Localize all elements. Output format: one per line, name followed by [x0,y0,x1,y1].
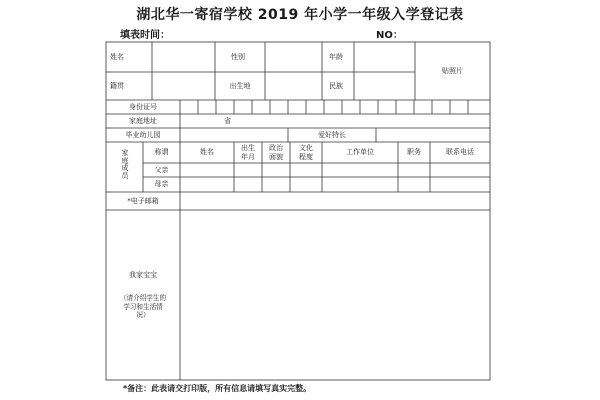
ethnicity-field[interactable] [354,72,415,100]
child-label: 我家宝宝 [129,270,157,279]
birthplace-field[interactable] [265,72,322,100]
family-section-label: 家 庭 成 员 [121,149,129,181]
kindergarten-label: 毕业幼儿园 [125,130,161,139]
family-header-education: 文化 程度 [299,144,313,161]
native-place-label: 籍贯 [110,81,124,90]
footnote: *备注：此表请交打印版，所有信息请填写真实完整。 [123,384,312,393]
hobbies-label: 爱好特长 [318,130,346,139]
kindergarten-field[interactable] [180,128,288,142]
ethnicity-label: 民族 [329,81,343,90]
age-label: 年龄 [329,52,343,61]
gender-label: 性别 [231,52,245,61]
family-header-phone: 联系电话 [446,148,474,157]
fill-time-label: 填表时间： [120,30,170,41]
address-province[interactable]: 省 [224,116,231,125]
birthplace-label: 出生地 [229,81,251,90]
photo-box[interactable]: 贴照片 [442,66,463,75]
child-description-field[interactable] [180,210,490,380]
form-title: 湖北华一寄宿学校 2019 年小学一年级入学登记表 [136,7,464,23]
email-label: *电子邮箱 [127,196,159,205]
family-header-name: 姓名 [200,148,214,157]
form-number-label: NO： [376,30,403,41]
family-header-employer: 工作单位 [346,148,374,157]
name-field[interactable] [152,42,215,72]
family-header-position: 职务 [407,148,421,157]
gender-field[interactable] [265,42,322,72]
age-field[interactable] [354,42,415,72]
email-field[interactable] [180,192,490,210]
family-header-birth: 出生 年月 [241,144,255,161]
family-row-father: 父亲 [154,165,169,174]
native-place-field[interactable] [152,72,215,100]
name-label: 姓名 [110,52,124,61]
address-label: 家庭地址 [129,116,157,125]
id-number-label: 身份证号 [129,102,157,111]
family-header-political: 政治 面貌 [269,144,283,161]
child-note: （请介绍学生的 学习和生活情 况） [119,293,167,320]
family-header-relation: 称谓 [154,148,169,157]
family-row-mother: 母亲 [154,180,169,189]
hobbies-field[interactable] [376,128,490,142]
